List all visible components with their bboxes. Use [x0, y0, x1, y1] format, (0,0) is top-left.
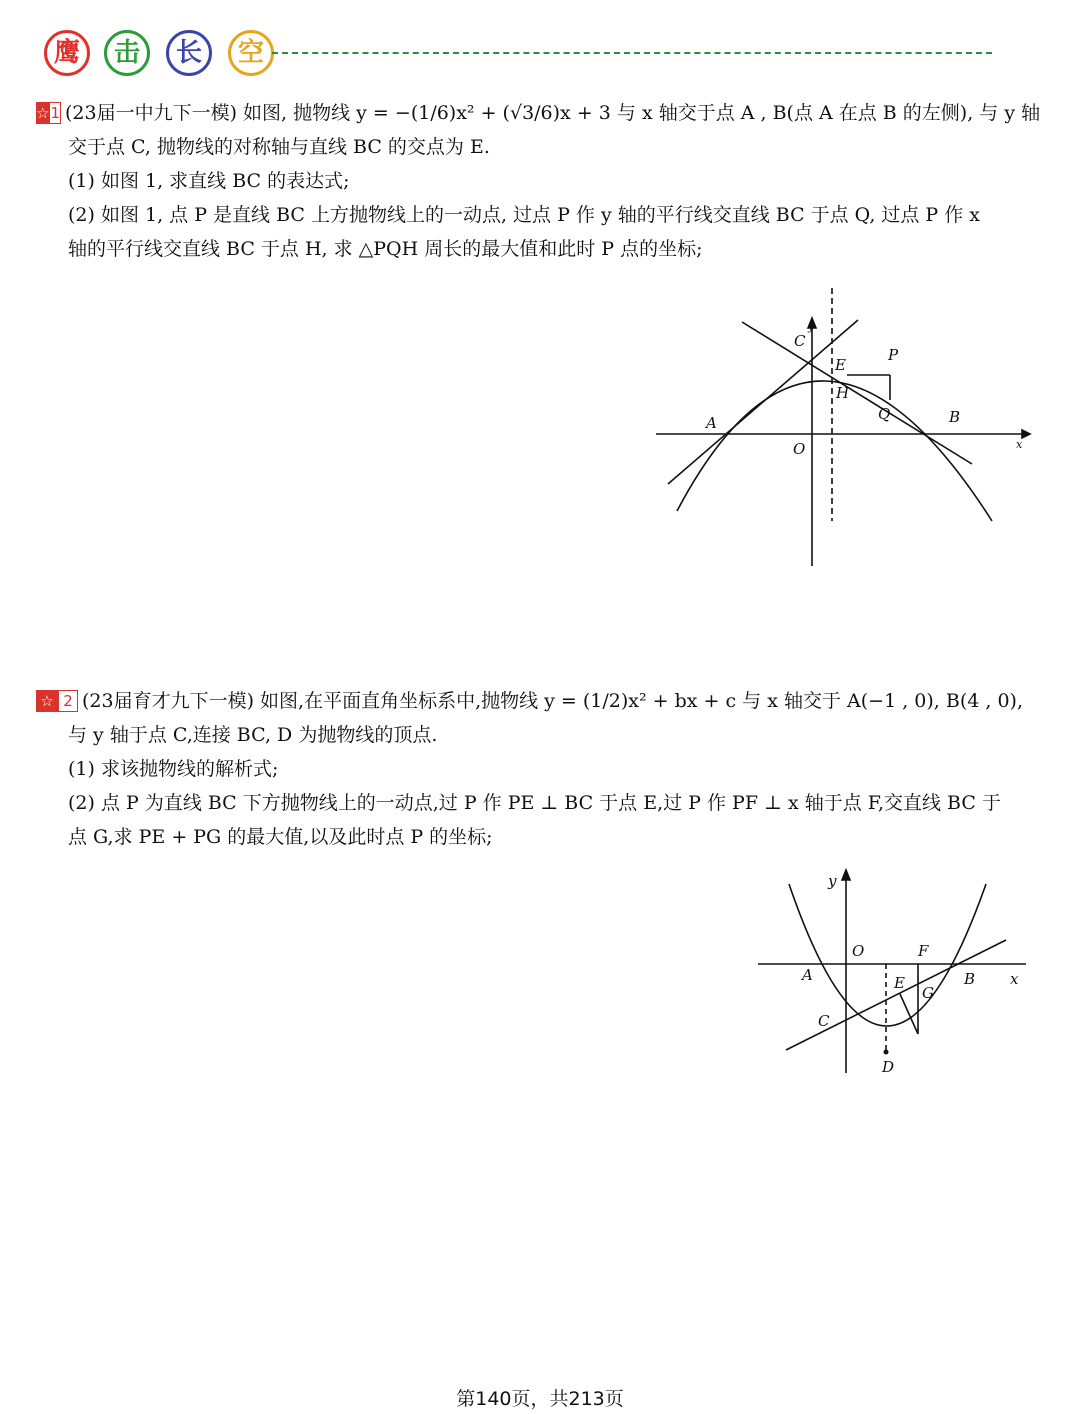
label-a: A — [706, 414, 717, 432]
problem-2-line-2: 与 y 轴于点 C,连接 BC, D 为抛物线的顶点. — [68, 724, 438, 746]
problem-1-part-2: (2) 如图 1, 点 P 是直线 BC 上方抛物线上的一动点, 过点 P 作 y 轴的平行线交直线 BC 于点 Q, 过点 P 作 x — [68, 204, 981, 226]
label-d: D — [882, 1058, 895, 1076]
y-axis-arrow-icon — [842, 870, 850, 880]
label-g: G — [922, 984, 934, 1002]
line-ac — [668, 320, 858, 484]
star-icon: ☆ — [36, 690, 58, 712]
label-y: y — [808, 320, 815, 333]
parabola — [789, 884, 986, 1026]
figure-1 — [652, 286, 1032, 580]
problem-2-part-1: (1) 求该抛物线的解析式; — [68, 758, 279, 780]
figure-2-diagram — [756, 868, 1046, 1083]
x-axis-arrow-icon — [1022, 430, 1030, 438]
vertex-point-d — [884, 1050, 889, 1055]
problem-1 — [36, 96, 1041, 266]
label-c: C — [794, 332, 806, 350]
problem-number: 2 — [58, 690, 78, 712]
label-o: O — [852, 942, 865, 960]
problem-1-line-2: 交于点 C, 抛物线的对称轴与直线 BC 的交点为 E. — [68, 136, 490, 158]
label-f: F — [918, 942, 929, 960]
problem-1-line-1 — [36, 96, 1041, 130]
label-x: x — [1010, 970, 1019, 988]
star-icon: ☆ — [36, 104, 50, 122]
label-b: B — [949, 408, 961, 426]
label-p: P — [888, 346, 899, 364]
label-e: E — [894, 974, 905, 992]
label-y: y — [828, 872, 837, 890]
logo-char-ying: 鹰 — [44, 30, 90, 76]
page-footer: 第140页，共213页 — [456, 1388, 624, 1410]
label-e: E — [835, 356, 846, 374]
header-logo — [44, 30, 1004, 82]
label-b: B — [964, 970, 976, 988]
label-c: C — [818, 1012, 830, 1030]
problem-text: (23届育才九下一模) 如图,在平面直角坐标系中,抛物线 y = (1/2)x² + bx + c 与 x 轴交于 A(−1 , 0), B(4 , 0), — [82, 690, 1023, 712]
label-x: x — [1016, 438, 1023, 451]
label-q: Q — [878, 405, 891, 423]
problem-2-line-1 — [36, 684, 1036, 718]
figure-2 — [756, 868, 1046, 1087]
problem-text: (23届一中九下一模) 如图, 抛物线 y = −(1/6)x² + (√3/6)x + 3 与 x 轴交于点 A , B(点 A 在点 B 的左侧), 与 y 轴 — [65, 102, 1041, 124]
problem-1-part-1: (1) 如图 1, 求直线 BC 的表达式; — [68, 170, 350, 192]
parabola — [677, 381, 992, 521]
label-a: A — [802, 966, 813, 984]
logo-char-kong: 空 — [228, 30, 274, 76]
problem-2-part-2: (2) 点 P 为直线 BC 下方抛物线上的一动点,过 P 作 PE ⊥ BC 于点 E,过 P 作 PF ⊥ x 轴于点 F,交直线 BC 于 — [68, 792, 1001, 814]
header-divider — [272, 52, 992, 54]
logo-char-ji: 击 — [104, 30, 150, 76]
label-h: H — [836, 384, 850, 402]
problem-number: 1 — [50, 104, 60, 122]
problem-1-part-2-cont: 轴的平行线交直线 BC 于点 H, 求 △PQH 周长的最大值和此时 P 点的坐标; — [68, 238, 703, 260]
problem-2-part-2-cont: 点 G,求 PE + PG 的最大值,以及此时点 P 的坐标; — [68, 826, 493, 848]
problem-2 — [36, 684, 1036, 854]
logo-char-chang: 长 — [166, 30, 212, 76]
label-o: O — [793, 440, 806, 458]
figure-1-diagram — [652, 286, 1032, 576]
